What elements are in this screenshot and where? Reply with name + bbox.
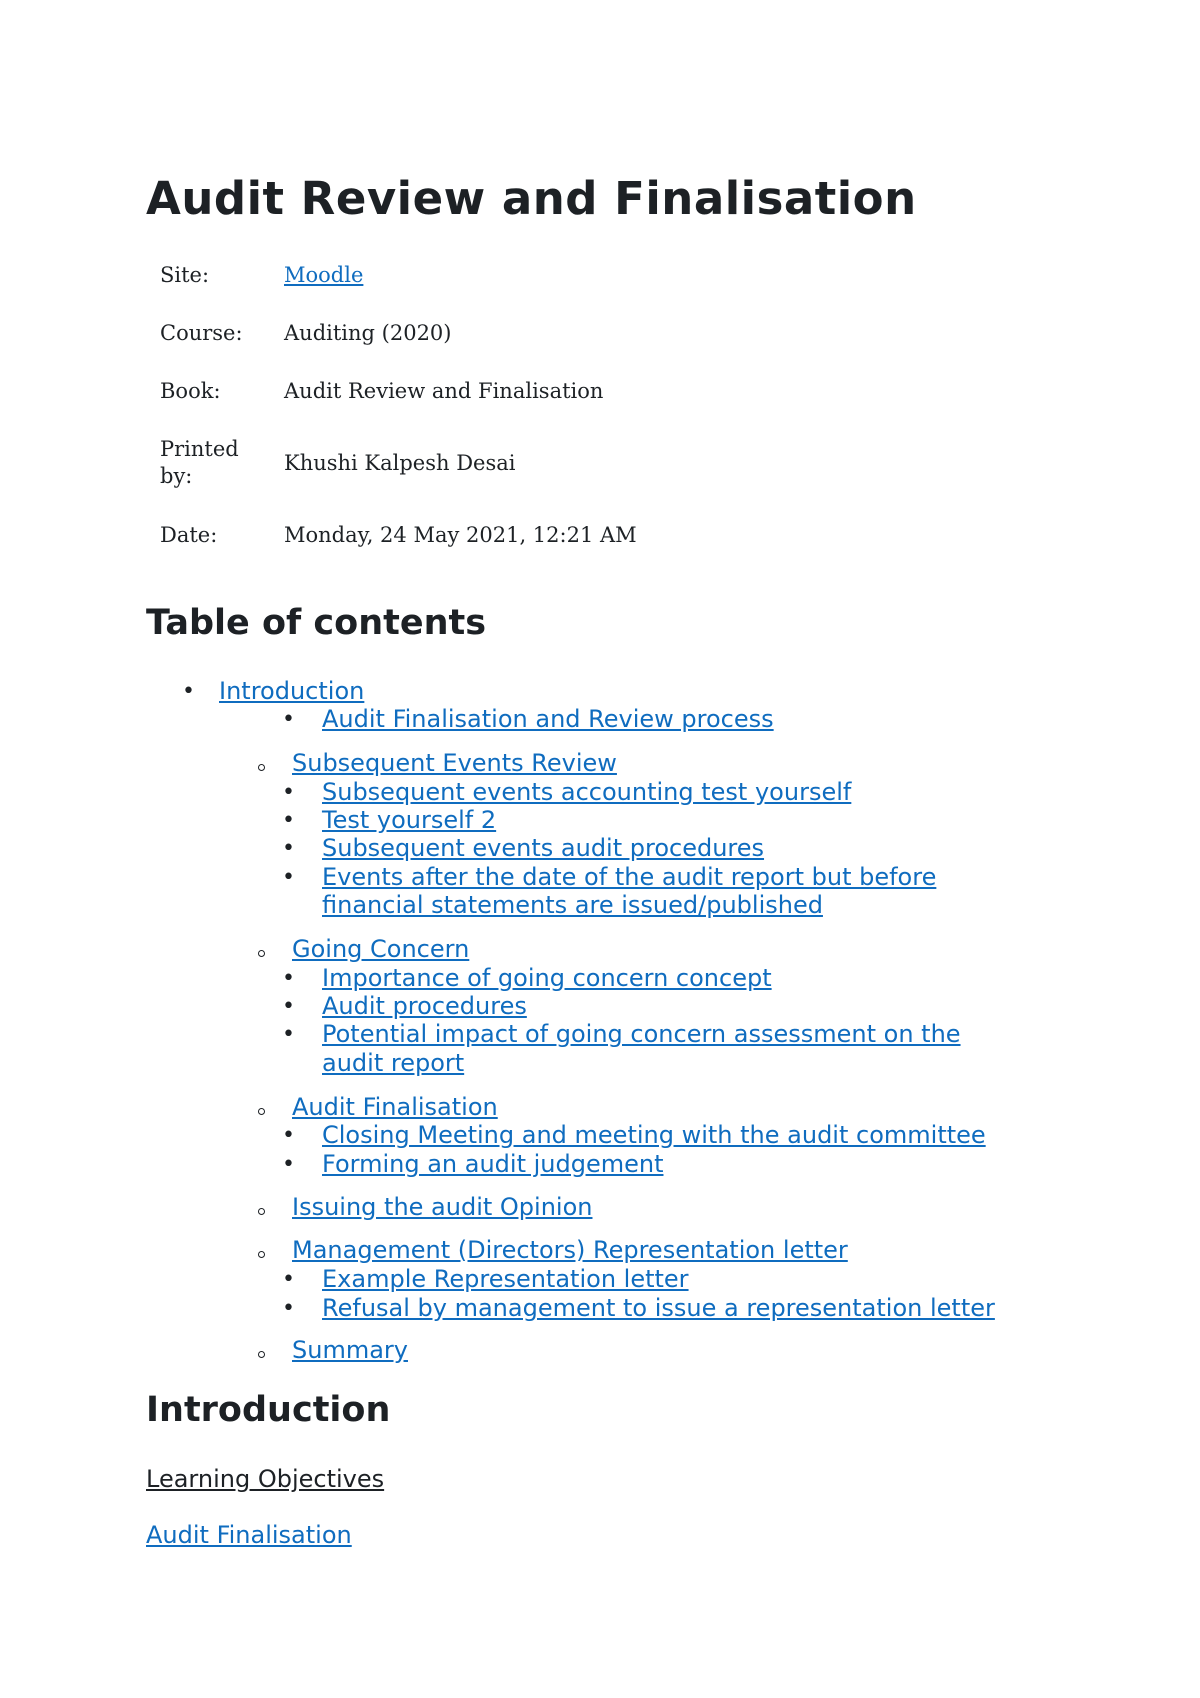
meta-label-by: by: [160,464,193,488]
bullet-icon: • [282,1296,295,1321]
learning-objectives-link[interactable]: Learning Objectives [146,1465,385,1493]
toc-link-refusal-rep-letter[interactable]: Refusal by management to issue a representation letter [322,1294,995,1322]
toc-link-audit-finalisation[interactable]: Audit Finalisation [292,1093,498,1121]
bullet-icon: • [282,1123,295,1148]
bullet-icon: • [282,865,295,890]
toc-link-going-concern[interactable]: Going Concern [292,935,470,963]
bullet-icon: • [182,679,195,704]
circle-bullet-icon [258,950,265,957]
meta-row-date [160,522,760,582]
toc-link-issuing-opinion[interactable]: Issuing the audit Opinion [292,1193,593,1221]
toc-link-example-rep-letter[interactable]: Example Representation letter [322,1265,689,1293]
page-title: Audit Review and Finalisation [146,172,917,225]
toc-link-management-rep-letter[interactable]: Management (Directors) Representation letter [292,1236,848,1264]
toc-link-potential-impact-line2[interactable]: audit report [322,1049,465,1077]
bullet-icon: • [282,1267,295,1292]
introduction-heading: Introduction [146,1390,391,1430]
meta-value-date: Monday, 24 May 2021, 12:21 AM [284,523,637,547]
toc-link-audit-finalisation-review-process[interactable]: Audit Finalisation and Review process [322,705,774,733]
toc-link-events-after-date-line2[interactable]: financial statements are issued/published [322,891,823,919]
toc-link-summary[interactable]: Summary [292,1336,408,1364]
meta-value-course: Auditing (2020) [284,321,452,345]
circle-bullet-icon [258,1251,265,1258]
meta-value-book: Audit Review and Finalisation [284,379,604,403]
meta-value-printed-by: Khushi Kalpesh Desai [284,451,516,475]
meta-label-site: Site: [160,263,210,287]
meta-row-printed-by [160,436,760,496]
toc-link-forming-judgement[interactable]: Forming an audit judgement [322,1150,664,1178]
bullet-icon: • [282,966,295,991]
toc-link-introduction[interactable]: Introduction [219,677,365,705]
toc-link-audit-procedures[interactable]: Audit procedures [322,992,527,1020]
circle-bullet-icon [258,1208,265,1215]
site-link[interactable]: Moodle [284,263,364,287]
circle-bullet-icon [258,764,265,771]
toc-link-potential-impact-line1[interactable]: Potential impact of going concern assessment on the [322,1020,961,1048]
bullet-icon: • [282,780,295,805]
meta-row-book [160,378,760,438]
bullet-icon: • [282,808,295,833]
circle-bullet-icon [258,1108,265,1115]
meta-label-book: Book: [160,379,221,403]
meta-label-date: Date: [160,523,218,547]
circle-bullet-icon [258,1351,265,1358]
toc-link-importance-going-concern[interactable]: Importance of going concern concept [322,964,772,992]
toc-link-test-yourself-2[interactable]: Test yourself 2 [322,806,497,834]
bullet-icon: • [282,707,295,732]
toc-heading: Table of contents [146,603,487,643]
bullet-icon: • [282,1152,295,1177]
meta-row-course [160,320,760,380]
meta-label-course: Course: [160,321,243,345]
toc-link-subsequent-events-review[interactable]: Subsequent Events Review [292,749,617,777]
toc-link-closing-meeting[interactable]: Closing Meeting and meeting with the audit committee [322,1121,986,1149]
bullet-icon: • [282,1022,295,1047]
meta-label-printed: Printed [160,437,239,461]
bullet-icon: • [282,836,295,861]
audit-finalisation-link[interactable]: Audit Finalisation [146,1521,352,1549]
bullet-icon: • [282,994,295,1019]
toc-link-events-after-date-line1[interactable]: Events after the date of the audit report but before [322,863,937,891]
toc-link-subsequent-events-accounting-test[interactable]: Subsequent events accounting test yourself [322,778,852,806]
meta-row-site [160,262,760,322]
toc-link-subsequent-events-audit-procedures[interactable]: Subsequent events audit procedures [322,834,765,862]
